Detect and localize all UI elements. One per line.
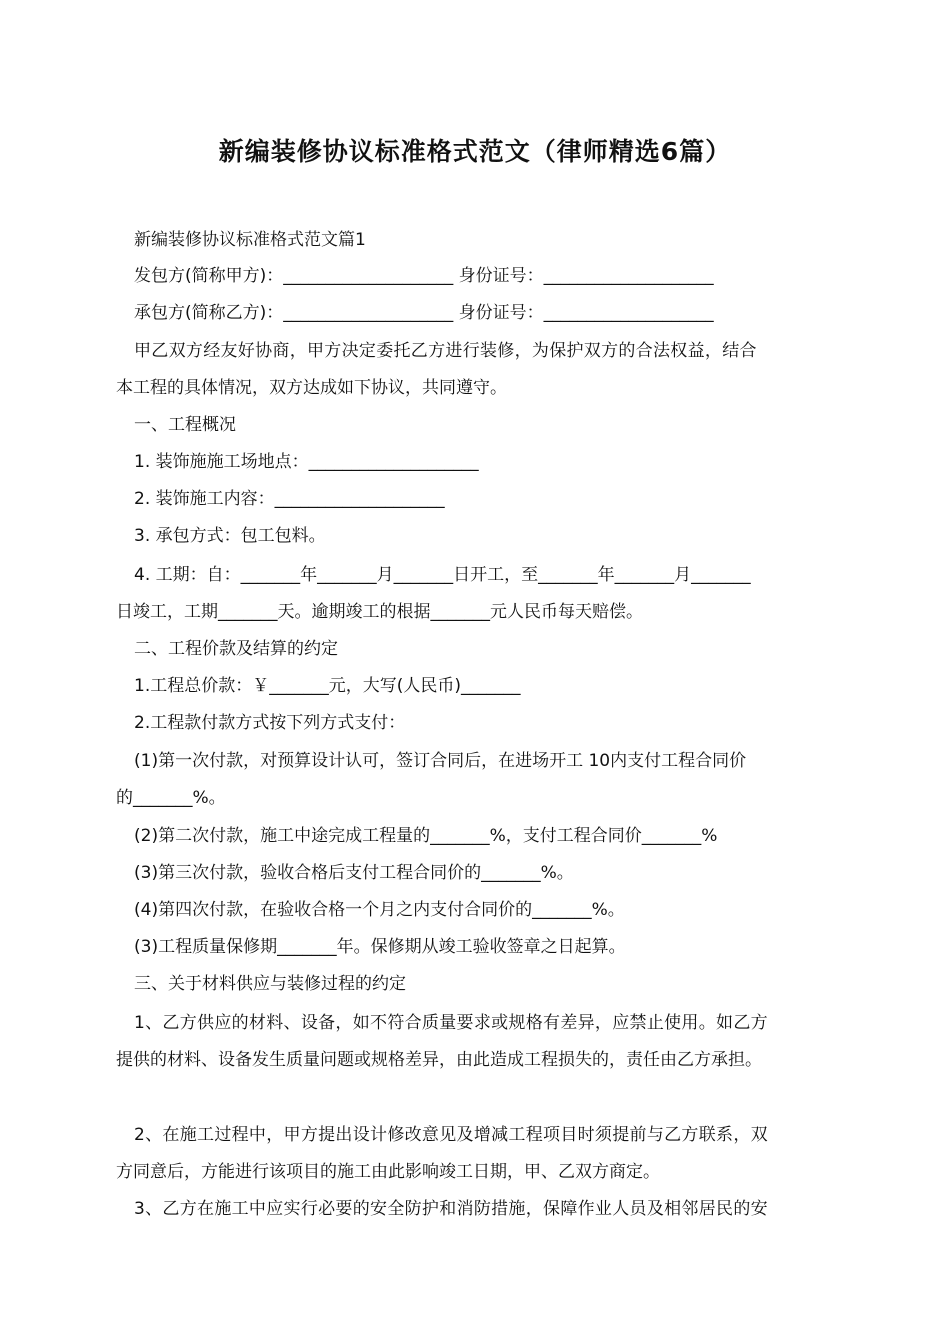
section-heading: 二、工程价款及结算的约定 <box>134 639 338 659</box>
list-item: 3. 承包方式：包工包料。 <box>134 526 326 546</box>
list-item: 4. 工期：自：_______年_______月_______日开工，至_______年_______月_______ <box>134 565 751 585</box>
section-heading: 三、关于材料供应与装修过程的约定 <box>134 974 406 994</box>
list-item: 2. 装饰施工内容：____________________ <box>134 489 445 509</box>
paragraph-line: 的_______%。 <box>116 788 226 808</box>
list-item: (1)第一次付款，对预算设计认可，签订合同后，在进场开工 10内支付工程合同价 <box>134 751 747 771</box>
section-heading: 新编装修协议标准格式范文篇1 <box>134 230 366 250</box>
paragraph-line: 3、乙方在施工中应实行必要的安全防护和消防措施，保障作业人员及相邻居民的安 <box>134 1199 768 1219</box>
list-item: (4)第四次付款，在验收合格一个月之内支付合同价的_______%。 <box>134 900 625 920</box>
party-b-line: 承包方(简称乙方)：____________________ 身份证号：____________________ <box>134 303 714 323</box>
paragraph-line: 提供的材料、设备发生质量问题或规格差异，由此造成工程损失的，责任由乙方承担。 <box>116 1050 762 1070</box>
list-item: 1.工程总价款：￥_______元，大写(人民币)_______ <box>134 676 521 696</box>
list-item: (3)工程质量保修期_______年。保修期从竣工验收签章之日起算。 <box>134 937 626 957</box>
paragraph-line: 本工程的具体情况，双方达成如下协议，共同遵守。 <box>116 378 507 398</box>
list-item: (3)第三次付款，验收合格后支付工程合同价的_______%。 <box>134 863 574 883</box>
paragraph-line: 2、在施工过程中，甲方提出设计修改意见及增减工程项目时须提前与乙方联系，双 <box>134 1125 768 1145</box>
paragraph-line: 方同意后，方能进行该项目的施工由此影响竣工日期，甲、乙双方商定。 <box>116 1162 660 1182</box>
list-item: 1. 装饰施施工场地点：____________________ <box>134 452 479 472</box>
document-title: 新编装修协议标准格式范文（律师精选6篇） <box>218 137 732 166</box>
list-item: 2.工程款付款方式按下列方式支付： <box>134 713 406 733</box>
party-a-line: 发包方(简称甲方)：____________________ 身份证号：____________________ <box>134 266 714 286</box>
list-item: (2)第二次付款，施工中途完成工程量的_______%，支付工程合同价_______% <box>134 826 718 846</box>
paragraph-line: 1、乙方供应的材料、设备，如不符合质量要求或规格有差异，应禁止使用。如乙方 <box>134 1013 768 1033</box>
paragraph-line: 甲乙双方经友好协商，甲方决定委托乙方进行装修，为保护双方的合法权益，结合 <box>134 341 757 361</box>
section-heading: 一、工程概况 <box>134 415 236 435</box>
paragraph-line: 日竣工，工期_______天。逾期竣工的根据_______元人民币每天赔偿。 <box>116 602 643 622</box>
